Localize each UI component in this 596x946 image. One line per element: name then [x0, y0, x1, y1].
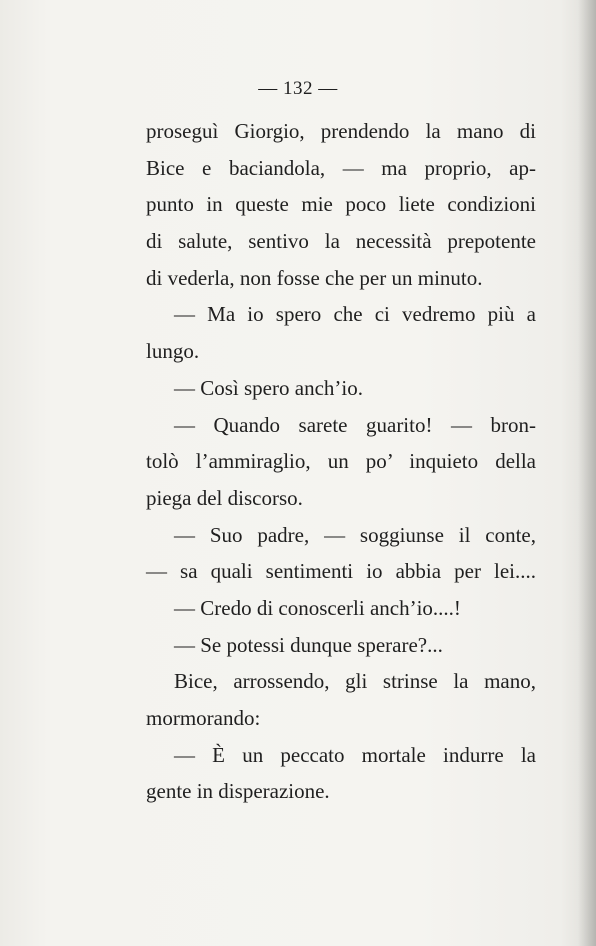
text-line: — sa quali sentimenti io abbia per lei....	[146, 559, 536, 584]
text-line: tolò l’ammiraglio, un po’ inquieto della	[146, 449, 536, 474]
page-edge-shadow	[578, 0, 596, 946]
text-line: — Credo di conoscerli anch’io....!	[174, 595, 461, 620]
text-line: proseguì Giorgio, prendendo la mano di	[146, 119, 536, 143]
text-line: punto in queste mie poco liete condizioni	[146, 192, 536, 217]
body-text	[146, 113, 536, 810]
text-line: — Quando sarete guarito! — bron-	[174, 412, 536, 437]
text-line: mormorando:	[146, 706, 261, 730]
text-line: — Suo padre, — soggiunse il conte,	[174, 522, 536, 547]
page-number: — 132 —	[258, 78, 338, 99]
text-line: — Ma io spero che ci vedremo più a	[174, 302, 536, 327]
text-line: — Se potessi dunque sperare?...	[174, 632, 443, 657]
text-line: — Così spero anch’io.	[174, 375, 363, 400]
text-line: Bice, arrossendo, gli strinse la mano,	[174, 669, 536, 694]
text-line: — È un peccato mortale indurre la	[174, 742, 536, 767]
text-line: di vederla, non fosse che per un minuto.	[146, 265, 483, 290]
text-line: gente in disperazione.	[146, 779, 330, 804]
text-line: Bice e baciandola, — ma proprio, ap-	[146, 155, 536, 180]
text-line: lungo.	[146, 339, 200, 364]
text-line: piega del discorso.	[146, 485, 303, 510]
text-line: di salute, sentivo la necessità prepotente	[146, 229, 536, 254]
